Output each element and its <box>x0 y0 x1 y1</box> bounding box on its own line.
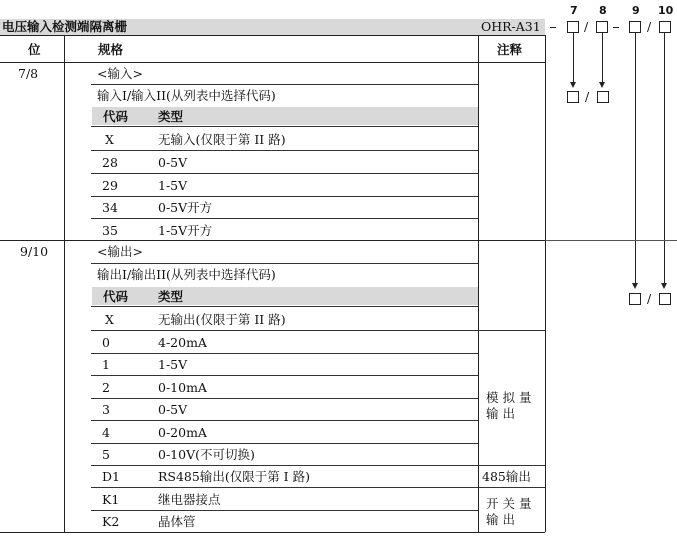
code-slash: / <box>647 19 652 34</box>
output-type: 1-5V <box>158 357 188 372</box>
input-code: 28 <box>102 155 118 170</box>
connector-line-7 <box>573 33 574 83</box>
table-top-border <box>0 35 545 36</box>
note-rs485-output: 485输出 <box>482 469 531 484</box>
row-divider <box>91 353 478 354</box>
input-code: X <box>105 132 114 147</box>
input-code: 34 <box>102 200 118 215</box>
row-divider <box>91 510 478 511</box>
output-position: 9/10 <box>20 244 49 259</box>
header-spec: 规格 <box>98 42 124 57</box>
input-position: 7/8 <box>18 66 39 81</box>
output-description: 输出I/输出II(从列表中选择代码) <box>97 267 276 282</box>
row-divider <box>91 330 545 331</box>
position-label-8: 8 <box>599 4 607 17</box>
row-divider <box>91 306 478 307</box>
connector-line-8 <box>602 33 603 83</box>
arrow-10 <box>661 283 667 289</box>
input-description: 输入I/输入II(从列表中选择代码) <box>97 88 276 103</box>
input-type: 0-5V <box>158 155 188 170</box>
output-type: 0-10V(不可切换) <box>158 447 255 462</box>
note-analog-output: 模 拟 量 输 出 <box>486 390 532 421</box>
output-subheader-type: 类型 <box>158 289 184 304</box>
section-divider <box>0 240 545 241</box>
arrow-8 <box>599 82 605 88</box>
model-number: OHR-A31 <box>481 19 541 34</box>
row-divider <box>91 465 545 466</box>
output-type: 0-10mA <box>158 380 207 395</box>
row-divider <box>91 398 478 399</box>
input-code: 29 <box>102 178 118 193</box>
output-type: 继电器接点 <box>158 492 221 507</box>
position-label-9: 9 <box>632 4 640 17</box>
input-type: 1-5V <box>158 178 188 193</box>
output-code: 0 <box>102 335 110 350</box>
code-box-7 <box>567 21 579 33</box>
code-dash <box>613 27 619 28</box>
output-code: 1 <box>102 357 110 372</box>
arrow-9 <box>632 283 638 289</box>
input-type: 无输入(仅限于第 II 路) <box>158 132 286 147</box>
row-divider <box>91 218 478 219</box>
input-type: 0-5V开方 <box>158 200 213 215</box>
row-divider <box>91 196 478 197</box>
output-type: 0-5V <box>158 402 188 417</box>
output-code: K1 <box>102 492 120 507</box>
input-slash: / <box>585 89 590 104</box>
code-slash: / <box>584 19 589 34</box>
output-type: 0-20mA <box>158 425 207 440</box>
code-dash <box>550 27 556 28</box>
output-code: 4 <box>102 425 110 440</box>
input-box-2 <box>597 91 609 103</box>
output-type: 晶体管 <box>158 514 196 529</box>
connector-line-9 <box>635 33 636 284</box>
output-type: 无输出(仅限于第 II 路) <box>158 312 286 327</box>
row-divider <box>91 150 478 151</box>
output-code: X <box>105 312 114 327</box>
position-label-10: 10 <box>658 4 674 17</box>
output-type: RS485输出(仅限于第 I 路) <box>158 469 310 484</box>
position-label-7: 7 <box>570 4 578 17</box>
code-box-9 <box>629 21 641 33</box>
row-divider <box>91 487 545 488</box>
row-divider <box>91 263 478 264</box>
header-position: 位 <box>28 42 41 57</box>
input-code: 35 <box>102 223 118 238</box>
col-divider-position <box>64 35 65 532</box>
row-divider <box>91 375 478 376</box>
input-subheader-bg <box>92 107 478 125</box>
output-type: 4-20mA <box>158 335 207 350</box>
input-subheader-code: 代码 <box>103 109 129 124</box>
header-note: 注释 <box>497 42 523 57</box>
input-type: 1-5V开方 <box>158 223 213 238</box>
input-box-1 <box>567 91 579 103</box>
output-code: 2 <box>102 380 110 395</box>
output-code: 5 <box>102 447 110 462</box>
arrow-7 <box>570 82 576 88</box>
output-slash: / <box>647 291 652 306</box>
row-divider <box>91 84 478 85</box>
output-subheader-code: 代码 <box>103 289 129 304</box>
output-code: D1 <box>102 469 120 484</box>
output-label: <输出> <box>97 244 143 259</box>
row-divider <box>91 443 478 444</box>
output-code: 3 <box>102 402 110 417</box>
row-divider <box>91 420 478 421</box>
input-label: <输入> <box>97 66 143 81</box>
note-switch-output: 开 关 量 输 出 <box>486 496 532 527</box>
output-subheader-bg <box>92 287 478 305</box>
connector-line-10 <box>664 33 665 284</box>
code-box-8 <box>596 21 608 33</box>
col-divider-note <box>478 35 479 532</box>
code-box-10 <box>659 21 671 33</box>
row-divider <box>91 126 478 127</box>
document-title: 电压输入检测端隔离栅 <box>2 19 128 34</box>
section-divider-right <box>545 240 677 241</box>
input-subheader-type: 类型 <box>158 109 184 124</box>
output-box-2 <box>659 293 671 305</box>
row-divider <box>91 173 478 174</box>
header-bottom-border <box>0 62 545 63</box>
output-code: K2 <box>102 514 120 529</box>
col-divider-right <box>545 35 546 532</box>
output-box-1 <box>629 293 641 305</box>
table-bottom-border <box>0 532 545 533</box>
